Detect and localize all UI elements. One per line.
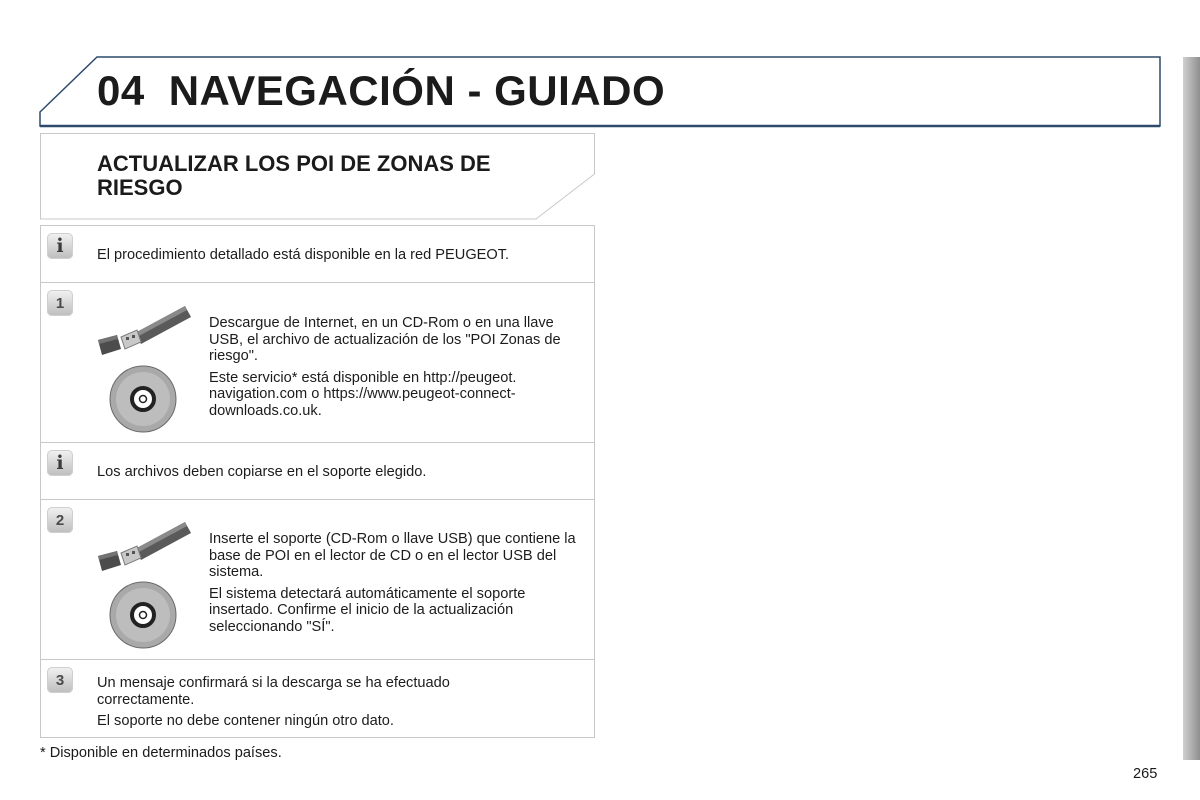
info-block-2 (40, 442, 595, 501)
step-1-instruction: Descargue de Internet, en un CD-Rom o en una llave USB, el archivo de actualización de los "POI Zonas de riesgo". (209, 315, 561, 364)
step-number-2: 2 (47, 507, 73, 533)
chapter-number: 04 (97, 67, 145, 114)
step-2-detection-info: El sistema detectará automáticamente el soporte insertado. Confirme el inicio de la actualización seleccionando "SÍ". (209, 585, 526, 635)
cd-rom-icon (108, 364, 178, 434)
step-block-2 (40, 499, 595, 661)
side-tab (1183, 57, 1200, 760)
info-icon: i (47, 450, 73, 476)
step-3-confirmation: Un mensaje confirmará si la descarga se ha efectuado correctamente. (97, 675, 450, 708)
page-number: 265 (1133, 766, 1158, 782)
step-block-3 (40, 659, 595, 738)
step-1-service-info: Este servicio* está disponible en http://peugeot. navigation.com o https://www.peugeot-connect-downloads.co.uk. (209, 369, 517, 419)
step-text-3 (97, 675, 527, 730)
step-number-1: 1 (47, 290, 73, 316)
step-text-1 (209, 315, 574, 419)
step-2-instruction: Inserte el soporte (CD-Rom o llave USB) que contiene la base de POI en el lector de CD o en el lector USB del sistema. (209, 531, 576, 580)
info-icon: i (47, 233, 73, 259)
info-text-1: El procedimiento detallado está disponible en la red PEUGEOT. (97, 247, 510, 263)
chapter-name: NAVEGACIÓN - GUIADO (168, 67, 666, 114)
step-3-note: El soporte no debe contener ningún otro dato. (97, 713, 394, 729)
chapter-title (97, 66, 665, 116)
info-text-2: Los archivos deben copiarse en el soporte elegido. (97, 464, 427, 480)
info-block-1 (40, 225, 595, 284)
step-block-1 (40, 282, 595, 444)
usb-stick-icon (95, 519, 195, 579)
step-text-2 (209, 531, 579, 635)
usb-stick-icon (95, 303, 195, 363)
cd-rom-icon (108, 580, 178, 650)
step-number-3: 3 (47, 667, 73, 693)
section-header (40, 133, 595, 219)
footnote: * Disponible en determinados países. (40, 745, 282, 761)
section-title: ACTUALIZAR LOS POI DE ZONAS DE RIESGO (97, 151, 491, 200)
